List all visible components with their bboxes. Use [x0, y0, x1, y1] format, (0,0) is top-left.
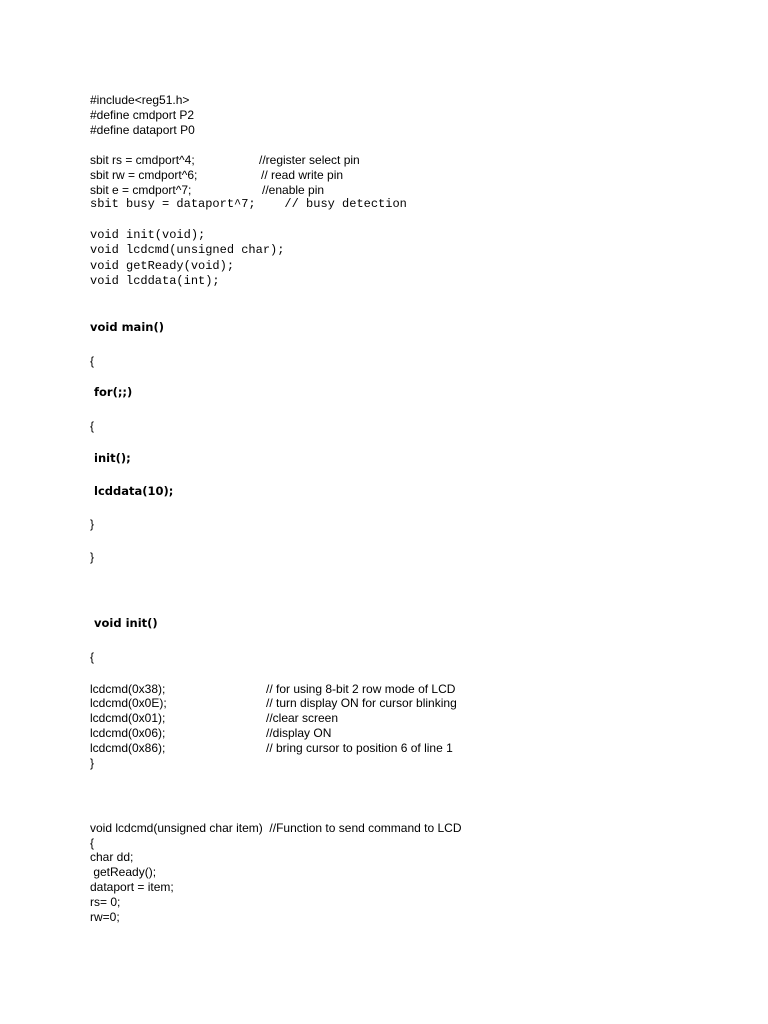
init-cmd-06-code: lcdcmd(0x06); [90, 726, 166, 740]
loop-close-brace: } [90, 517, 95, 531]
sbit-e-comment: //enable pin [262, 183, 325, 197]
define-dataport-line: #define dataport P0 [90, 123, 195, 137]
prototype-lcdcmd: void lcdcmd(unsigned char); [90, 243, 285, 257]
prototype-init: void init(void); [90, 228, 206, 242]
lcdcmd-signature: void lcdcmd(unsigned char item) //Function to send command to LCD [90, 821, 462, 835]
define-cmdport-line: #define cmdport P2 [90, 108, 195, 122]
sbit-rw-code: sbit rw = cmdport^6; [90, 168, 198, 182]
init-cmd-06-comment: //display ON [266, 726, 332, 740]
main-open-brace: { [90, 354, 95, 368]
for-loop-line: for(;;) [90, 385, 133, 399]
init-cmd-86-comment: // bring cursor to position 6 of line 1 [266, 741, 453, 755]
sbit-rw-comment: // read write pin [261, 168, 344, 182]
call-init-line: init(); [90, 451, 131, 465]
init-cmd-0e-comment: // turn display ON for cursor blinking [266, 696, 457, 710]
sbit-rs-comment: //register select pin [259, 153, 360, 167]
init-close-brace: } [90, 756, 95, 770]
lcdcmd-body-line: char dd; [90, 850, 134, 864]
sbit-busy-line: sbit busy = dataport^7; // busy detection [90, 197, 407, 211]
init-cmd-01-comment: //clear screen [266, 711, 339, 725]
init-cmd-0e-code: lcdcmd(0x0E); [90, 696, 167, 710]
init-cmd-86-code: lcdcmd(0x86); [90, 741, 166, 755]
lcdcmd-open-brace: { [90, 836, 95, 850]
lcdcmd-body-line: getReady(); [90, 865, 157, 879]
prototype-getready: void getReady(void); [90, 259, 235, 273]
main-signature: void main() [90, 320, 164, 334]
lcdcmd-body-line: dataport = item; [90, 880, 174, 894]
init-open-brace: { [90, 650, 95, 664]
init-cmd-01-code: lcdcmd(0x01); [90, 711, 166, 725]
lcdcmd-body-line: rs= 0; [90, 895, 121, 909]
include-line: #include<reg51.h> [90, 93, 190, 107]
init-signature: void init() [90, 616, 158, 630]
init-cmd-38-comment: // for using 8-bit 2 row mode of LCD [266, 682, 456, 696]
sbit-rs-code: sbit rs = cmdport^4; [90, 153, 195, 167]
prototype-lcddata: void lcddata(int); [90, 274, 220, 288]
main-close-brace: } [90, 550, 95, 564]
init-cmd-38-code: lcdcmd(0x38); [90, 682, 166, 696]
lcdcmd-body-line: rw=0; [90, 910, 120, 924]
sbit-e-code: sbit e = cmdport^7; [90, 183, 192, 197]
call-lcddata-line: lcddata(10); [90, 484, 174, 498]
loop-open-brace: { [90, 419, 95, 433]
